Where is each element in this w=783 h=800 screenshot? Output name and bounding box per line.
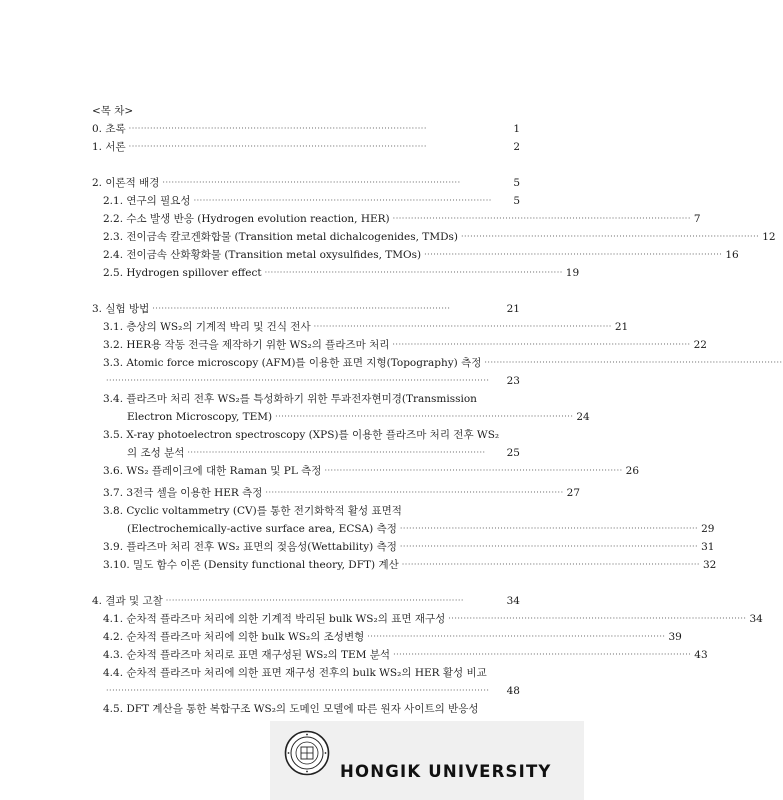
university-brand: HONGIK UNIVERSITY bbox=[340, 762, 552, 781]
toc-entry: 0. 초록 ·································································································· 1 bbox=[92, 123, 520, 135]
toc-entry: 2.5. Hydrogen spillover effect ·································································································· 19 bbox=[103, 267, 580, 279]
toc-entry: 3.4. 플라즈마 처리 전후 WS₂를 특성화하기 위한 투과전자현미경(Transmission Electron Microscopy, TEM) ·································································································· 24 bbox=[103, 393, 590, 423]
toc-entry: 3.5. X-ray photoelectron spectroscopy (XPS)를 이용한 플라즈마 처리 전후 WS₂ 의 조성 분석 ·································································································· 25 bbox=[103, 429, 520, 459]
toc-entry: 3.10. 밀도 함수 이론 (Density functional theory, DFT) 계산 ·································································································· 32 bbox=[103, 559, 717, 571]
toc-entry: 4. 결과 및 고찰 ·································································································· 34 bbox=[92, 595, 520, 607]
toc-entry: 4.1. 순차적 플라즈마 처리에 의한 기계적 박리된 bulk WS₂의 표면 재구성 ·································································································· 34 bbox=[103, 613, 763, 625]
toc-title: <목 차> bbox=[92, 105, 134, 117]
toc-entry: 4.4. 순차적 플라즈마 처리에 의한 표면 재구성 전후의 bulk WS₂의 HER 활성 비교 ······························································································································ 48 bbox=[103, 667, 520, 697]
toc-entry: 2.3. 전이금속 칼코겐화합물 (Transition metal dichalcogenides, TMDs) ·································································································· 12 bbox=[103, 231, 776, 243]
toc-entry: 1. 서론 ·································································································· 2 bbox=[92, 141, 520, 153]
table-of-contents bbox=[92, 102, 783, 718]
toc-entry: 3.8. Cyclic voltammetry (CV)를 통한 전기화학적 활성 표면적 (Electrochemically-active surface area, ECSA) 측정 ·································································································· 29 bbox=[103, 505, 715, 535]
toc-entry: 2.1. 연구의 필요성 ·································································································· 5 bbox=[103, 195, 520, 207]
toc-entry: 3.2. HER용 작동 전극을 제작하기 위한 WS₂의 플라즈마 처리 ·································································································· 22 bbox=[103, 339, 707, 351]
toc-entry: 3.9. 플라즈마 처리 전후 WS₂ 표면의 젖음성(Wettability) 측정 ·································································································· 31 bbox=[103, 541, 715, 553]
toc-entry: 4.2. 순차적 플라즈마 처리에 의한 bulk WS₂의 조성변형 ·································································································· 39 bbox=[103, 631, 682, 643]
toc-entry: 3. 실험 방법 ·································································································· 21 bbox=[92, 303, 520, 315]
toc-entry: 2.2. 수소 발생 반응 (Hydrogen evolution reaction, HER) ·································································································· 7 bbox=[103, 213, 701, 225]
toc-entry: 3.6. WS₂ 플레이크에 대한 Raman 및 PL 측정 ·································································································· 26 bbox=[103, 465, 640, 477]
toc-entry: 3.3. Atomic force microscopy (AFM)를 이용한 표면 지형(Topography) 측정 ·································································································· ······························································································································ 23 bbox=[103, 357, 783, 387]
toc-entry: 2.4. 전이금속 산화황화물 (Transition metal oxysulfides, TMOs) ·································································································· 16 bbox=[103, 249, 739, 261]
toc-entry: 3.7. 3전극 셀을 이용한 HER 측정 ·································································································· 27 bbox=[103, 487, 581, 499]
hongik-university-seal-icon bbox=[284, 730, 330, 776]
toc-entry: 4.5. DFT 계산을 통한 복합구조 WS₂의 도메인 모델에 따른 원자 사이트의 반응성 bbox=[103, 703, 479, 715]
toc-entry: 2. 이론적 배경 ·································································································· 5 bbox=[92, 177, 520, 189]
toc-entry: 3.1. 층상의 WS₂의 기계적 박리 및 건식 전사 ·································································································· 21 bbox=[103, 321, 629, 333]
toc-entry: 4.3. 순차적 플라즈마 처리로 표면 재구성된 WS₂의 TEM 분석 ·································································································· 43 bbox=[103, 649, 708, 661]
